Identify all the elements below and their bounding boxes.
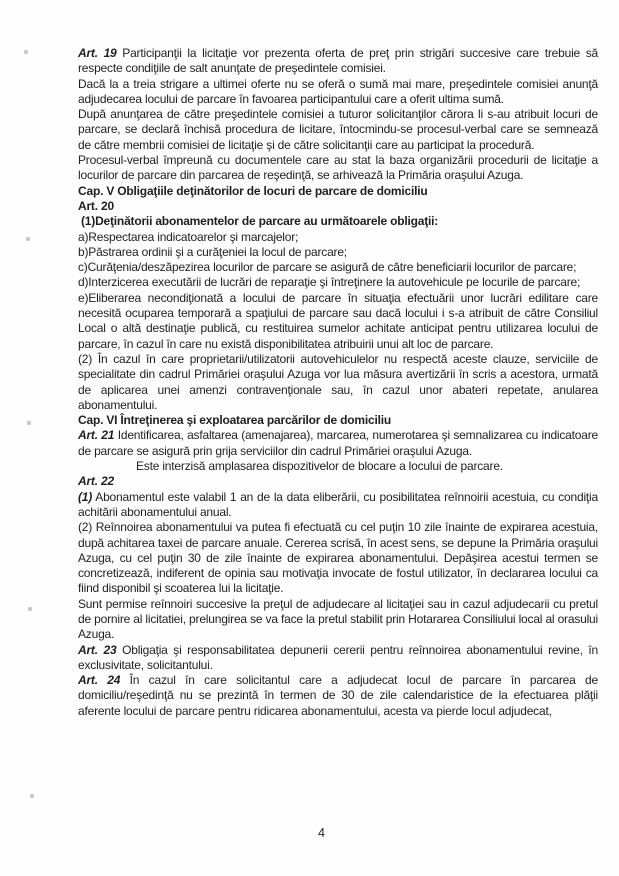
article-21-paragraph	[78, 428, 598, 459]
article-23-paragraph	[78, 643, 598, 674]
article-19-label: Art. 19	[78, 46, 117, 60]
article-24-label: Art. 24	[78, 673, 121, 688]
article-22-clause-1	[78, 490, 598, 521]
list-item-b: b)Păstrarea ordinii şi a curăţeniei la locul de parcare;	[78, 244, 347, 259]
paragraph-text: Participanţii la licitaţie vor prezenta oferta de preţ prin strigări succesive care trebuie să respecte condiţiile de salt anunţate de preşedintele comisiei.	[78, 46, 598, 76]
scan-artifact-dot	[26, 237, 30, 241]
article-20-clause-2: (2) În cazul în care proprietarii/utilizatorii autovehiculelor nu respectă aceste clauze, serviciile de specialitate din cadrul Primăriei oraşului Azuga vor lua măsura avertizării în scris a acestora, urmată de aplicarea unei amenzi contravenţionale sau, în cazul unor abateri repetate, anularea abonamentului.	[78, 351, 598, 412]
article-20-heading: Art. 20	[78, 198, 114, 213]
document-body	[78, 46, 598, 719]
article-21-label: Art. 21	[78, 428, 115, 443]
list-item-e: e)Eliberarea necondiţionată a locului de parcare în situaţia efectuării unor lucrări edilitare care necesită ocuparea temporară a spaţiului de parcare sau dacă locului i s-a atribuit de către Consiliul Local o altă destinaţie publică, cu restituirea sumelor achitate anticipat pentru utilizarea locului de parcare, în cazul în care nu există disponibilitatea atribuirii unui alt loc de parcare.	[78, 290, 598, 351]
chapter-5-heading: Cap. V Obligaţiile deţinătorilor de locuri de parcare de domiciliu	[78, 183, 428, 198]
article-19-paragraph	[78, 46, 598, 77]
scan-artifact-dot	[28, 607, 32, 611]
chapter-6-heading: Cap. VI Întreţinerea şi exploatarea parcărilor de domiciliu	[78, 413, 391, 428]
article-22-heading: Art. 22	[78, 474, 114, 489]
list-item-d: d)Interzicerea executării de lucrări de reparaţie şi întreţinere la autovehicule pe locurile de parcare;	[78, 275, 581, 290]
list-item-c: c)Curăţenia/deszăpezirea locurilor de parcare se asigură de către beneficiarii locurilor de parcare;	[78, 260, 577, 275]
paragraph-text: În cazul în care solicitantul care a adjudecat locul de parcare în parcarea de domiciliu/reşedinţă nu se prezintă în termen de 30 de zile calendaristice de la efectuarea plăţii aferente locului de parcare pentru ridicarea abonamentului, acesta va pierde locul adjudecat,	[78, 673, 598, 718]
paragraph: Dacă la a treia strigare a ultimei oferte nu se oferă o sumă mai mare, preşedintele comisiei anunţă adjudecarea locului de parcare în favoarea participantului care a oferit ultima sumă.	[78, 76, 598, 106]
paragraph: Sunt permise reînnoiri succesive la preţul de adjudecare al licitaţiei sau in cazul adjudecarii cu pretul de pornire al licitatiei, prelungirea se va face la pretul stabilit prin Hotararea Consiliului local al orasului Azuga.	[78, 596, 598, 642]
scan-artifact-dot	[27, 421, 31, 425]
paragraph: După anunţarea de către preşedintele comisiei a tuturor solicitanţilor cărora li s-au atribuit locuri de parcare, se declară închisă procedura de licitare, întocmindu-se procesul-verbal care se semnează de către membrii comisiei de licitaţie şi de către solicitanţii care au participat la procedură.	[78, 107, 598, 152]
paragraph-text: Obligaţia şi responsabilitatea depunerii cererii pentru reînnoirea abonamentului revine, în exclusivitate, solicitantului.	[78, 642, 598, 672]
scan-artifact-dot	[24, 50, 28, 54]
scan-artifact-dot	[30, 794, 34, 798]
article-23-label: Art. 23	[78, 642, 117, 657]
article-20-clause-1: (1)Deţinătorii abonamentelor de parcare au următoarele obligaţii:	[81, 214, 439, 229]
indented-paragraph: Este interzisă amplasarea dispozitivelor de blocare a locului de parcare.	[136, 459, 503, 474]
list-item-a: a)Respectarea indicatoarelor şi marcajelor;	[78, 229, 299, 244]
paragraph-text: Identificarea, asfaltarea (amenajarea), marcarea, numerotarea şi semnalizarea cu indicatoare de parcare se asigură prin grija serviciilor din cadrul Primăriei oraşului Azuga.	[78, 428, 599, 458]
article-22-clause-2: (2) Reînnoirea abonamentului va putea fi efectuată cu cel puţin 10 zile înainte de expirarea acestuia, după achitarea taxei de parcare anuale. Cererea scrisă, în acest sens, se depune la Primăria oraşului Azuga, cu cel puţin 30 de zile înainte de expirarea abonamentului. Depăşirea acestui termen se concretizează, indiferent de opinia sau motivaţia invocate de fostul utilizator, în declararea locului ca fiind disponibil şi scoaterea lui la licitaţie.	[78, 520, 598, 596]
paragraph: Procesul-verbal împreună cu documentele care au stat la baza organizării procedurii de licitaţie a locurilor de parcare din parcarea de reşedinţă, se arhivează la Primăria oraşului Azuga.	[78, 153, 598, 183]
page-number: 4	[318, 826, 325, 840]
article-24-paragraph	[78, 673, 598, 719]
paragraph-text: Abonamentul este valabil 1 an de la data eliberării, cu posibilitatea reînnoirii acestuia, cu condiţia achitării abonamentului anual.	[78, 489, 598, 519]
clause-1-label: (1)	[78, 489, 93, 504]
